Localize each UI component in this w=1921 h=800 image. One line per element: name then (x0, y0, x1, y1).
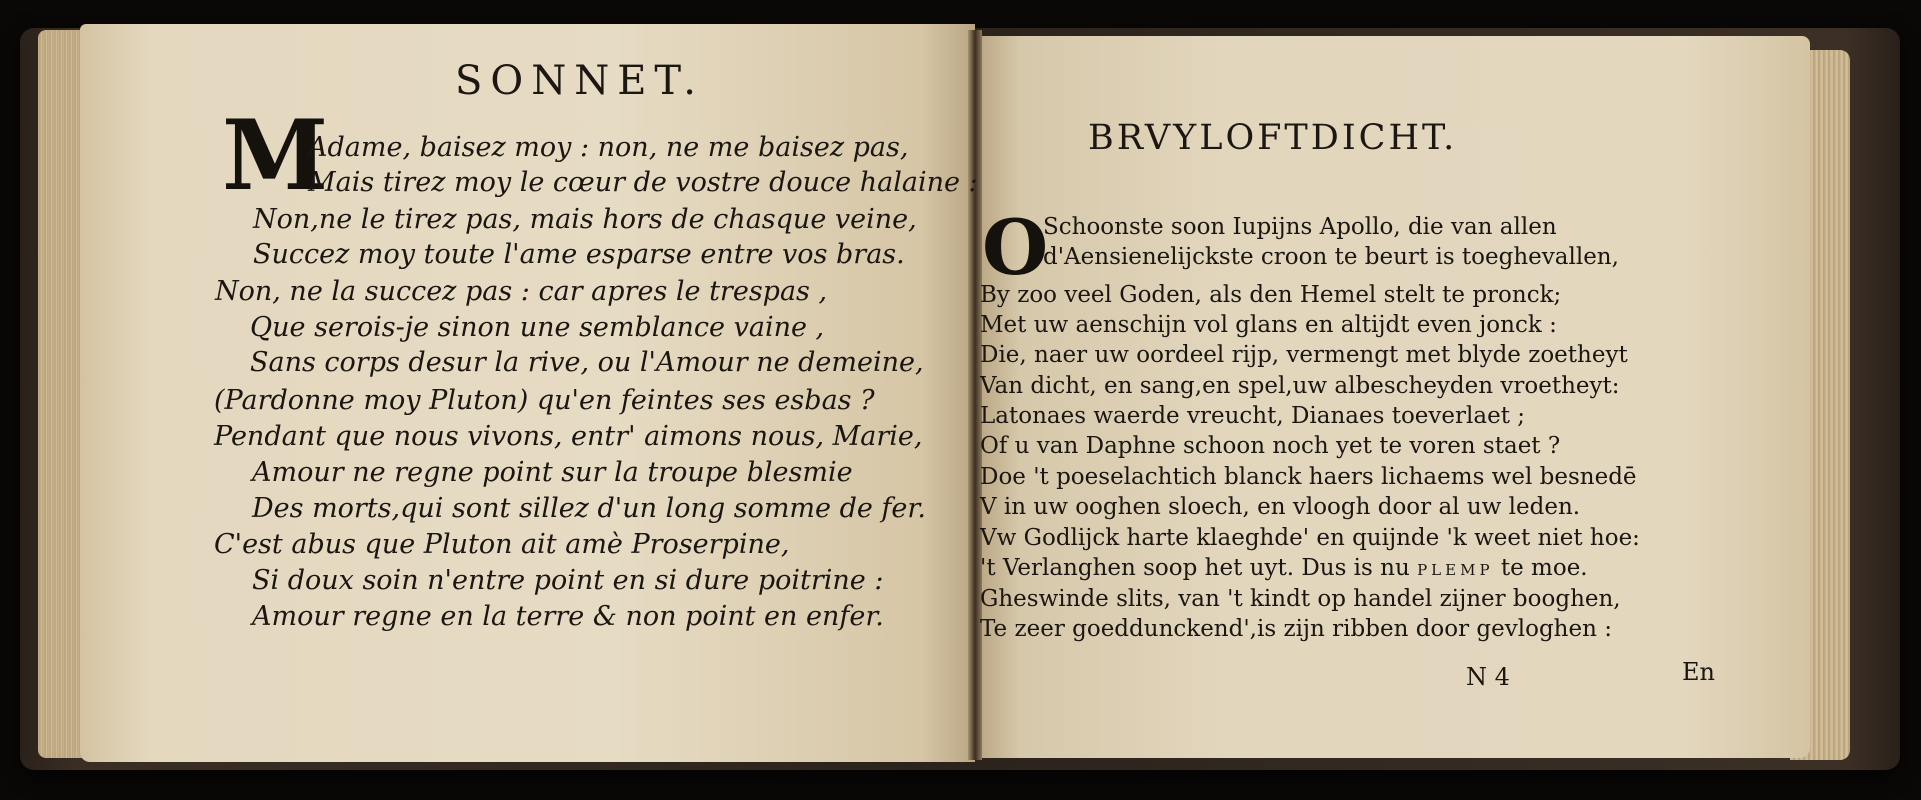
verse-line: Si doux soin n'entre point en si dure poitrine : (252, 565, 884, 596)
poem-line: V in uw ooghen sloech, en vloogh door al uw leden. (980, 494, 1581, 520)
verse-line: Adame, baisez moy : non, ne me baisez pas, (308, 132, 909, 163)
poem-line: Vw Godlijck harte klaeghde' en quijnde 'k weet niet hoe: (980, 525, 1640, 551)
verse-line: Succez moy toute l'ame esparse entre vos bras. (253, 239, 905, 270)
poem-line: Te zeer goeddunckend',is zijn ribben door gevloghen : (980, 616, 1612, 642)
verse-line: Sans corps desur la rive, ou l'Amour ne demeine, (250, 347, 924, 378)
poem-line: Doe 't poeselachtich blanck haers lichaems wel besnedē (980, 464, 1637, 490)
poem-line: Van dicht, en sang,en spel,uw albescheyden vroetheyt: (980, 373, 1620, 399)
verse-line: Pendant que nous vivons, entr' aimons nous, Marie, (214, 421, 923, 452)
poem-line: Latonaes waerde vreucht, Dianaes toeverlaet ; (980, 403, 1525, 429)
verse-line: Non, ne la succez pas : car apres le trespas , (215, 276, 828, 307)
poem-dropcap: O (982, 203, 1049, 292)
verse-line: (Pardonne moy Pluton) qu'en feintes ses esbas ? (214, 385, 875, 416)
poem-line: Gheswinde slits, van 't kindt op handel zijner booghen, (980, 586, 1621, 612)
poet-name: PLEMP (1417, 561, 1494, 579)
verse-line: Amour ne regne point sur la troupe blesmie (252, 457, 853, 488)
bruyloftdicht-title: BRVYLOFTDICHT. (1088, 118, 1458, 158)
sonnet-title: SONNET. (455, 58, 704, 104)
signature-mark: N 4 (1466, 663, 1510, 691)
poem-line: Schoonste soon Iupijns Apollo, die van allen (1043, 214, 1557, 240)
poem-line: Die, naer uw oordeel rijp, vermengt met blyde zoetheyt (980, 342, 1628, 368)
poem-line-text: 't Verlanghen soop het uyt. Dus is nu (980, 555, 1410, 581)
verse-line: Des morts,qui sont sillez d'un long somme de fer. (252, 493, 926, 524)
sonnet-dropcap: M (222, 99, 329, 212)
poem-line: By zoo veel Goden, als den Hemel stelt te pronck; (980, 282, 1562, 308)
poem-line: Met uw aenschijn vol glans en altijdt even jonck : (980, 312, 1557, 338)
verse-line: Amour regne en la terre & non point en enfer. (252, 601, 884, 632)
poem-line-tail: te moe. (1500, 555, 1588, 581)
catchword: En (1682, 658, 1715, 686)
verse-line: Que serois-je sinon une semblance vaine , (250, 312, 825, 343)
poem-line: Of u van Daphne schoon noch yet te voren staet ? (980, 433, 1561, 459)
poem-line (980, 555, 1588, 584)
poem-line: d'Aensienelijckste croon te beurt is toeghevallen, (1043, 244, 1619, 270)
verse-line: Non,ne le tirez pas, mais hors de chasque veine, (253, 204, 917, 235)
verse-line: Mais tirez moy le cœur de vostre douce halaine : (308, 167, 978, 198)
verse-line: C'est abus que Pluton ait amè Proserpine, (214, 529, 790, 560)
